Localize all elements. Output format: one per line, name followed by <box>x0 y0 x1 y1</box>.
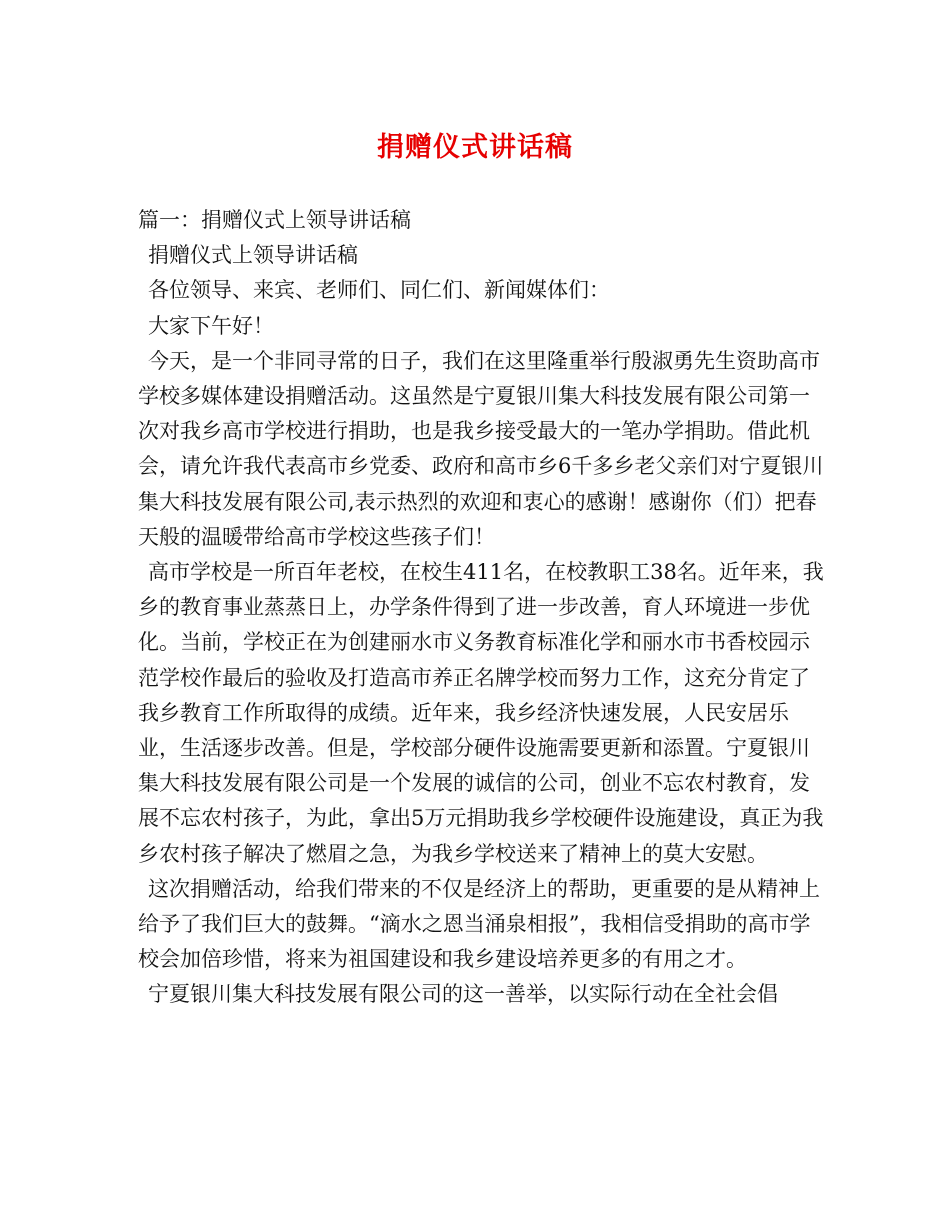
document-title: 捐赠仪式讲话稿 <box>377 132 573 163</box>
section-heading: 篇一：捐赠仪式上领导讲话稿 <box>138 208 411 232</box>
body-paragraph: 这次捐赠活动，给我们带来的不仅是经济上的帮助，更重要的是从精神上给予了我们巨大的鼓舞。“滴水之恩当涌泉相报”，我相信受捐助的高市学校会加倍珍惜，将来为祖国建设和我乡建设培养更多的有用之才。 <box>138 876 820 972</box>
body-paragraph: 今天，是一个非同寻常的日子，我们在这里隆重举行殷淑勇先生资助高市学校多媒体建设捐赠活动。这虽然是宁夏银川集大科技发展有限公司第一次对我乡高市学校进行捐助，也是我乡接受最大的一笔办学捐助。借此机会，请允许我代表高市乡党委、政府和高市乡6千多乡老父亲们对宁夏银川集大科技发展有限公司,表示热烈的欢迎和衷心的感谢！感谢你（们）把春天般的温暖带给高市学校这些孩子们！ <box>138 348 824 549</box>
document-body <box>138 203 828 1013</box>
body-paragraph: 高市学校是一所百年老校，在校生411名，在校教职工38名。近年来，我乡的教育事业蒸蒸日上，办学条件得到了进一步改善，育人环境进一步优化。当前，学校正在为创建丽水市义务教育标准化学和丽水市书香校园示范学校作最后的验收及打造高市养正名牌学校而努力工作，这充分肯定了我乡教育工作所取得的成绩。近年来，我乡经济快速发展，人民安居乐业，生活逐步改善。但是，学校部分硬件设施需要更新和添置。宁夏银川集大科技发展有限公司是一个发展的诚信的公司，创业不忘农村教育，发展不忘农村孩子，为此，拿出5万元捐助我乡学校硬件设施建设，真正为我乡农村孩子解决了燃眉之急，为我乡学校送来了精神上的莫大安慰。 <box>138 560 824 866</box>
speech-title: 捐赠仪式上领导讲话稿 <box>148 243 358 268</box>
body-paragraph: 宁夏银川集大科技发展有限公司的这一善举，以实际行动在全社会倡 <box>148 982 778 1007</box>
greeting: 大家下午好！ <box>148 313 274 338</box>
salutation: 各位领导、来宾、老师们、同仁们、新闻媒体们： <box>148 278 610 303</box>
